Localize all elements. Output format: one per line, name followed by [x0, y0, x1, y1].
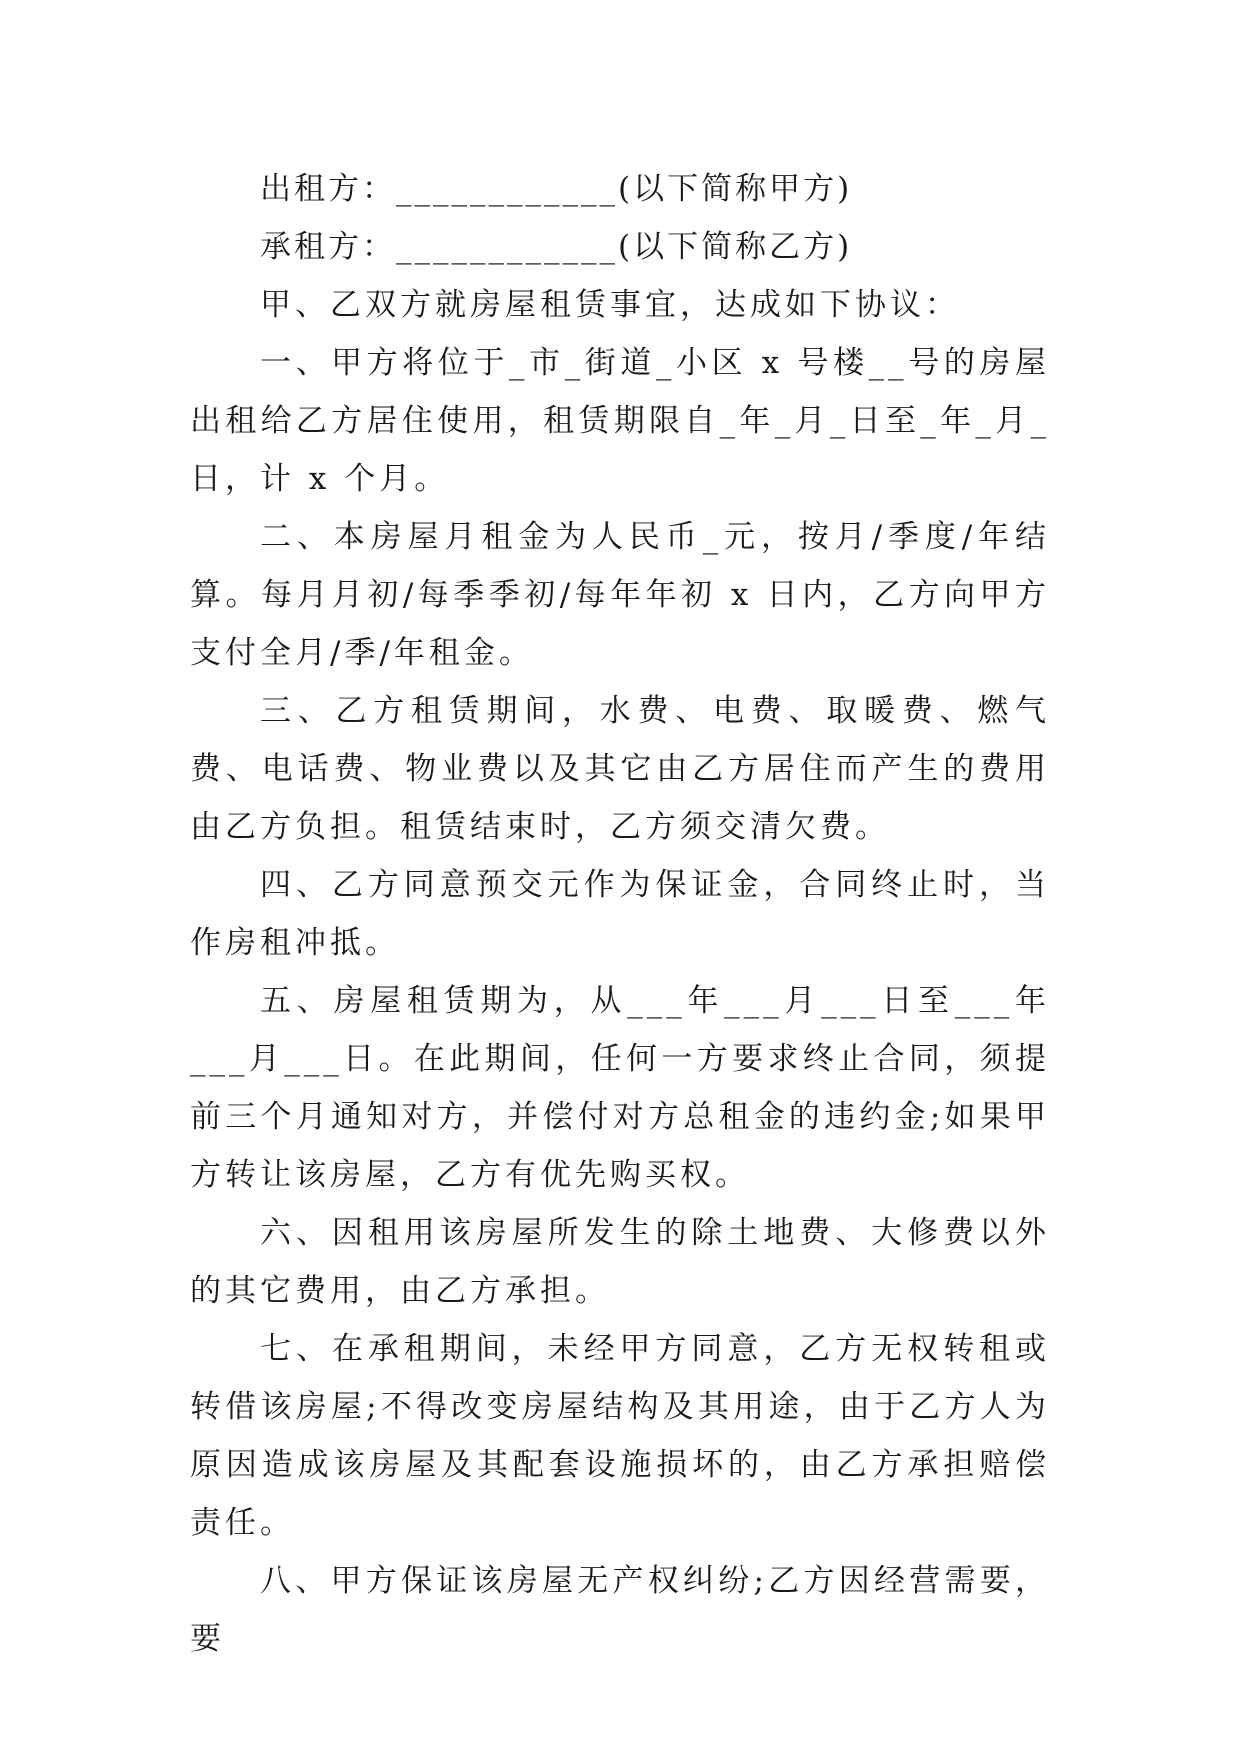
document-body	[190, 160, 1050, 1668]
clause-1: 一、甲方将位于_市_街道_小区 x 号楼__号的房屋出租给乙方居住使用，租赁期限自_年_月_日至_年_月_日，计 x 个月。	[190, 345, 1050, 497]
clause-3: 三、乙方租赁期间，水费、电费、取暖费、燃气费、电话费、物业费以及其它由乙方居住而产生的费用由乙方负担。租赁结束时，乙方须交清欠费。	[190, 693, 1050, 845]
clause-5: 五、房屋租赁期为，从___年___月___日至___年___月___日。在此期间，任何一方要求终止合同，须提前三个月通知对方，并偿付对方总租金的违约金;如果甲方转让该房屋，乙方有优先购买权。	[190, 983, 1050, 1193]
clause-8: 八、甲方保证该房屋无产权纠纷;乙方因经营需要，要	[190, 1563, 1050, 1657]
clause-2: 二、本房屋月租金为人民币_元，按月/季度/年结算。每月月初/每季季初/每年年初 x 日内，乙方向甲方支付全月/季/年租金。	[190, 519, 1050, 671]
clause-6: 六、因租用该房屋所发生的除土地费、大修费以外的其它费用，由乙方承担。	[190, 1215, 1050, 1309]
lessor-line: 出租方：____________(以下简称甲方)	[260, 171, 853, 207]
lessee-line: 承租方：____________(以下简称乙方)	[260, 229, 853, 265]
agreement-intro: 甲、乙双方就房屋租赁事宜，达成如下协议：	[260, 287, 960, 323]
clause-7: 七、在承租期间，未经甲方同意，乙方无权转租或转借该房屋;不得改变房屋结构及其用途，由于乙方人为原因造成该房屋及其配套设施损坏的，由乙方承担赔偿责任。	[190, 1331, 1050, 1541]
clause-4: 四、乙方同意预交元作为保证金，合同终止时，当作房租冲抵。	[190, 867, 1050, 961]
